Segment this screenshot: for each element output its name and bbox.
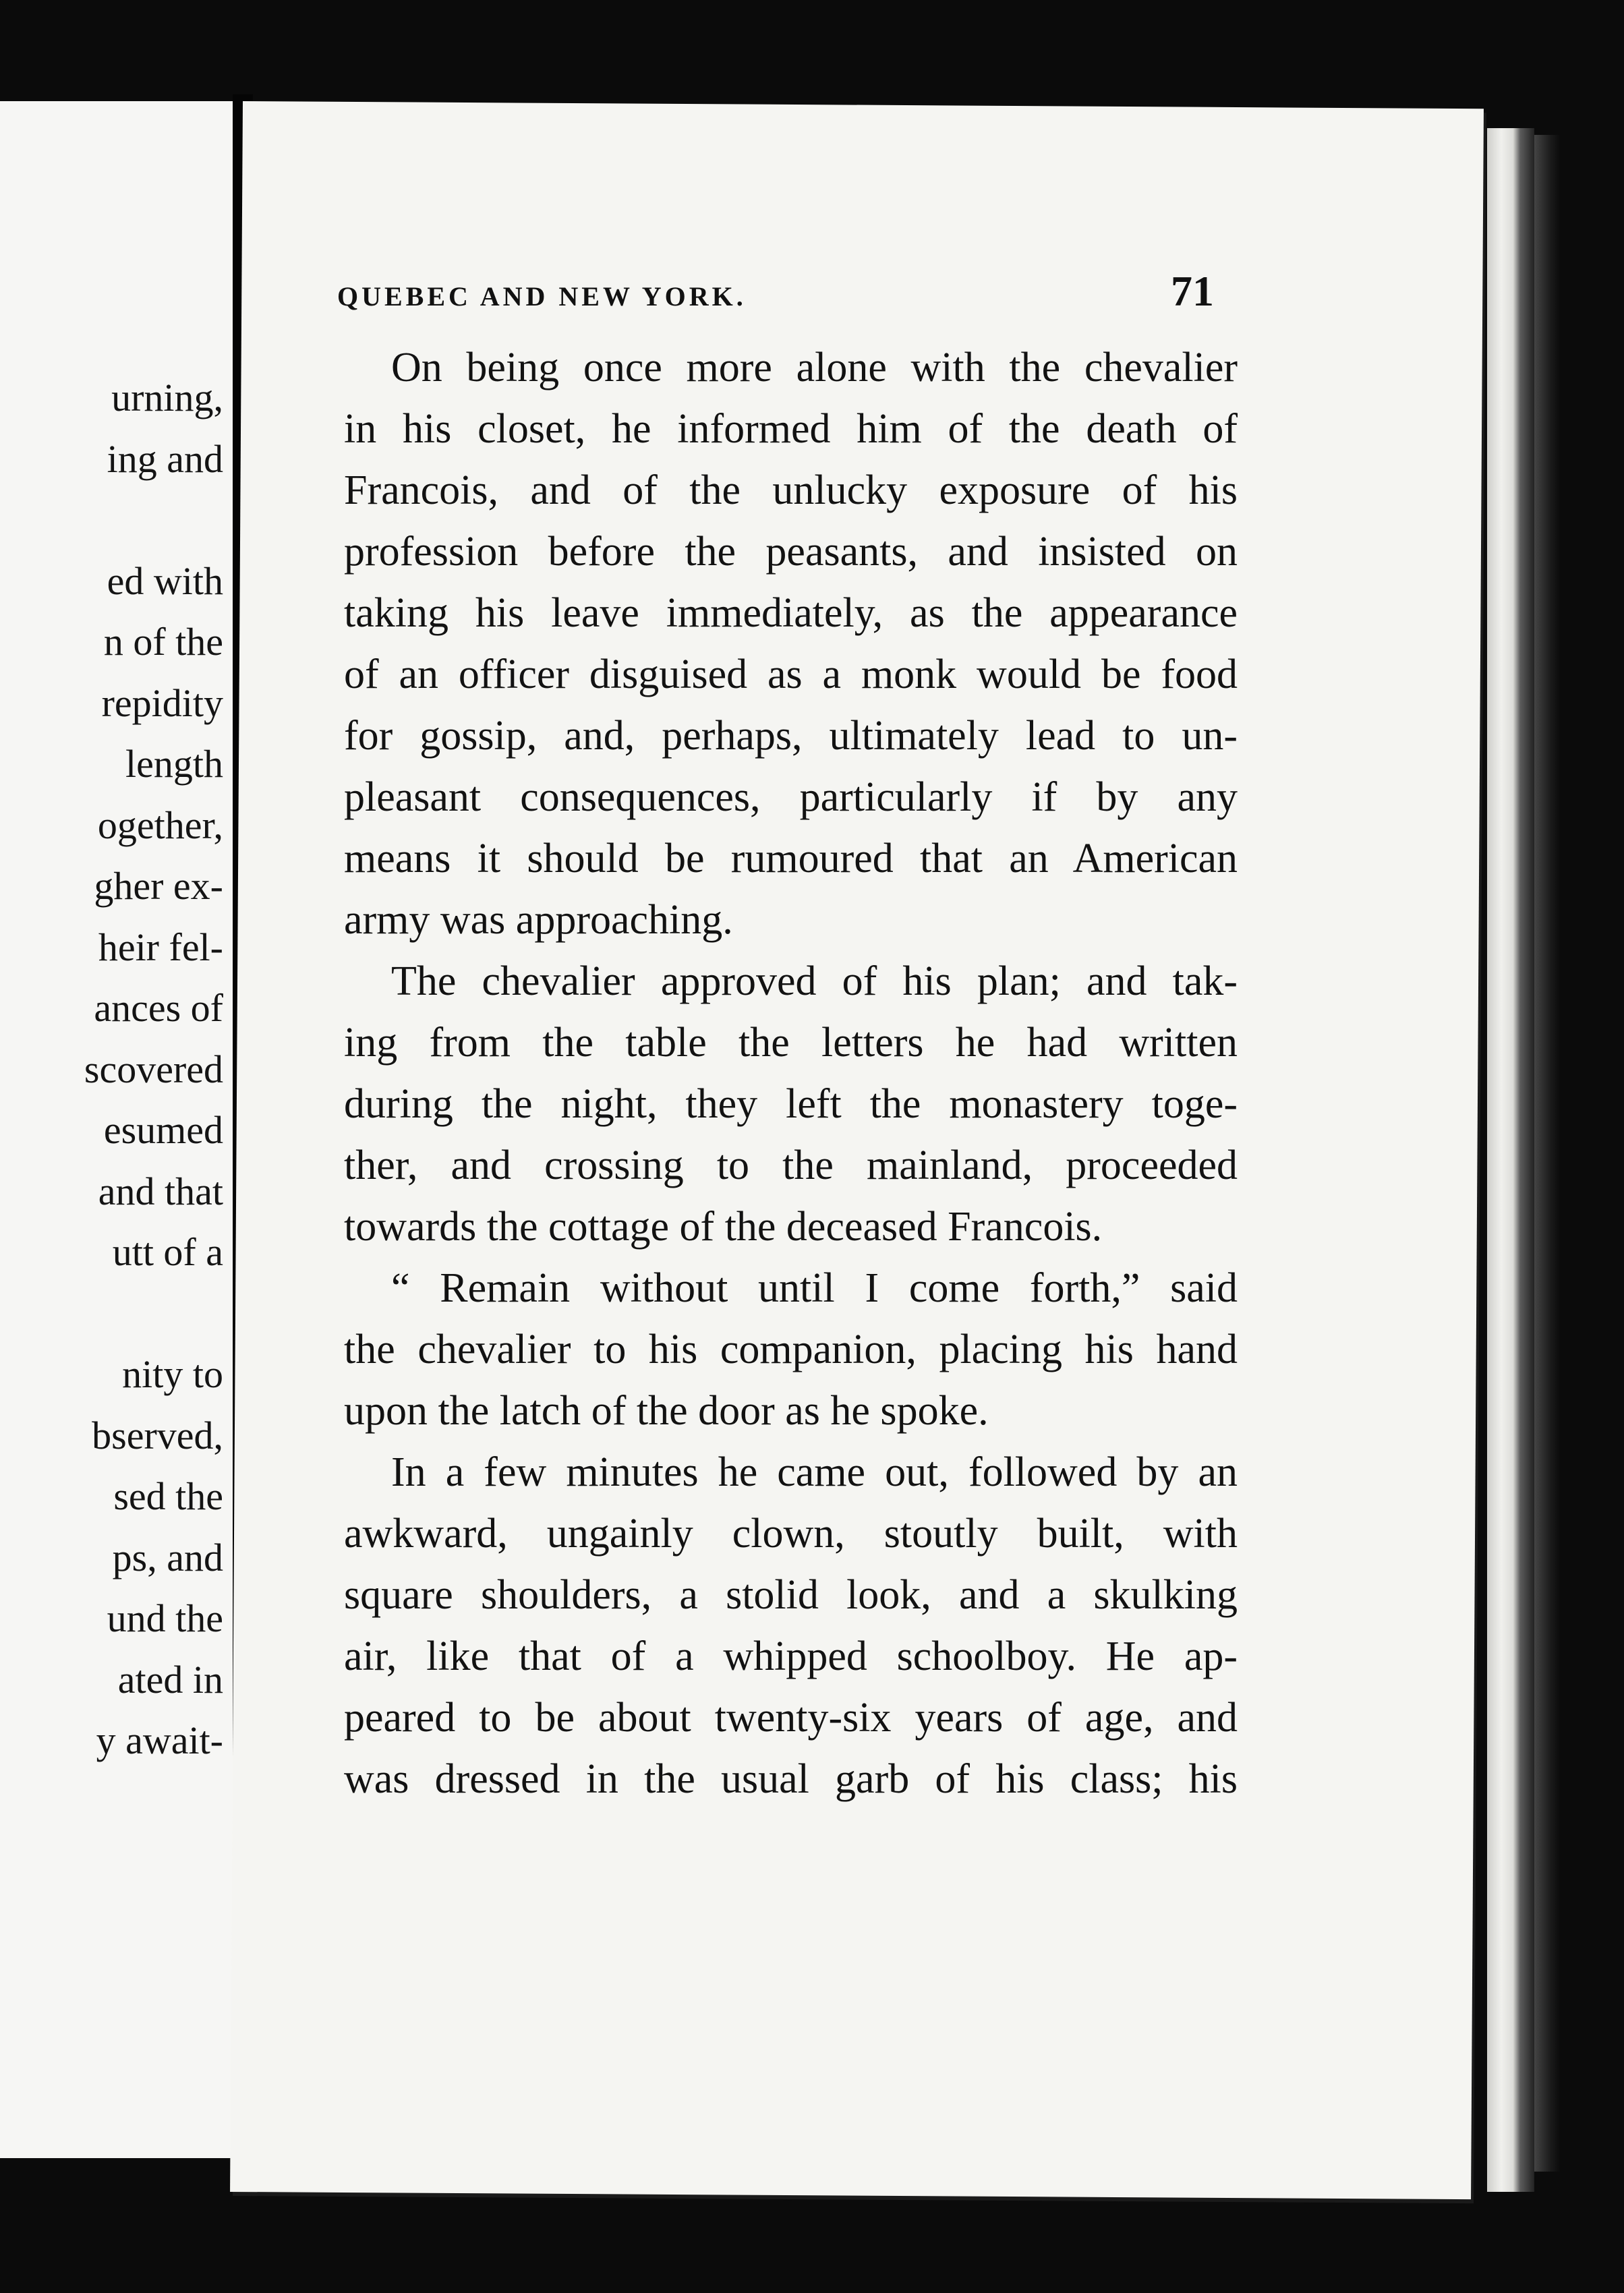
left-text-line: utt of a [112,1230,223,1274]
left-text-line: und the [107,1596,223,1640]
left-text-line: urning, [111,376,223,419]
text-line: The chevalier approved of his plan; and tak- [391,958,1238,1004]
text-line: peared to be about twenty-six years of age, and [344,1695,1238,1741]
left-text-line: ances of [94,986,223,1030]
left-text-line: y await- [96,1718,223,1762]
text-line: Francois, and of the unlucky exposure of his [344,467,1238,513]
text-line: “ Remain without until I come forth,” said [391,1265,1238,1311]
text-line: army was approaching. [344,897,733,943]
text-line: taking his leave immediately, as the appearance [344,590,1238,636]
text-line: towards the cottage of the deceased Francois. [344,1204,1103,1250]
text-line: for gossip, and, perhaps, ultimately lead to un- [344,713,1238,759]
left-text-line: ed with [107,558,223,603]
text-line: pleasant consequences, particularly if by any [344,774,1238,820]
text-line: the chevalier to his companion, placing his hand [344,1327,1238,1372]
text-line: during the night, they left the monastery toge- [344,1081,1238,1127]
text-line: profession before the peasants, and insisted on [344,529,1238,575]
text-line: in his closet, he informed him of the death of [344,406,1238,452]
left-text-line: heir fel- [98,925,223,969]
running-head-title: QUEBEC AND NEW YORK. [337,281,747,312]
left-text-line: and that [98,1169,223,1213]
left-text-line: gher ex- [94,864,223,908]
text-line: was dressed in the usual garb of his class; his [344,1756,1238,1802]
left-text-line: scovered [84,1047,223,1091]
text-line: In a few minutes he came out, followed by an [391,1449,1238,1495]
left-text-line: ated in [117,1657,223,1702]
text-line: air, like that of a whipped schoolboy. He ap- [344,1633,1238,1679]
text-line: square shoulders, a stolid look, and a skulking [344,1572,1238,1618]
page-edge [1487,128,1534,2192]
left-text-line: sed the [113,1474,223,1518]
text-line: of an officer disguised as a monk would be food [344,651,1238,697]
left-text-line: bserved, [92,1413,223,1457]
left-text-line: ps, and [112,1535,223,1579]
book-cover-edge [1534,135,1561,2172]
text-line: upon the latch of the door as he spoke. [344,1388,989,1434]
body-text [344,337,1238,1810]
text-line: awkward, ungainly clown, stoutly built, with [344,1511,1238,1557]
left-text-line: ing and [107,436,223,481]
text-line: ing from the table the letters he had written [344,1020,1238,1066]
page-number: 71 [1171,267,1214,315]
left-text-line: ogether, [97,803,223,847]
left-text-line: esumed [103,1108,223,1152]
left-text-line: nity to [122,1352,223,1396]
running-head [337,266,1214,316]
left-text-line: n of the [103,620,223,664]
text-line: On being once more alone with the chevalier [391,345,1238,390]
left-page [0,101,238,2158]
left-text-line: length [125,742,223,786]
text-line: means it should be rumoured that an American [344,836,1238,881]
left-text-line: repidity [101,680,223,725]
text-line: ther, and crossing to the mainland, proceeded [344,1142,1238,1188]
